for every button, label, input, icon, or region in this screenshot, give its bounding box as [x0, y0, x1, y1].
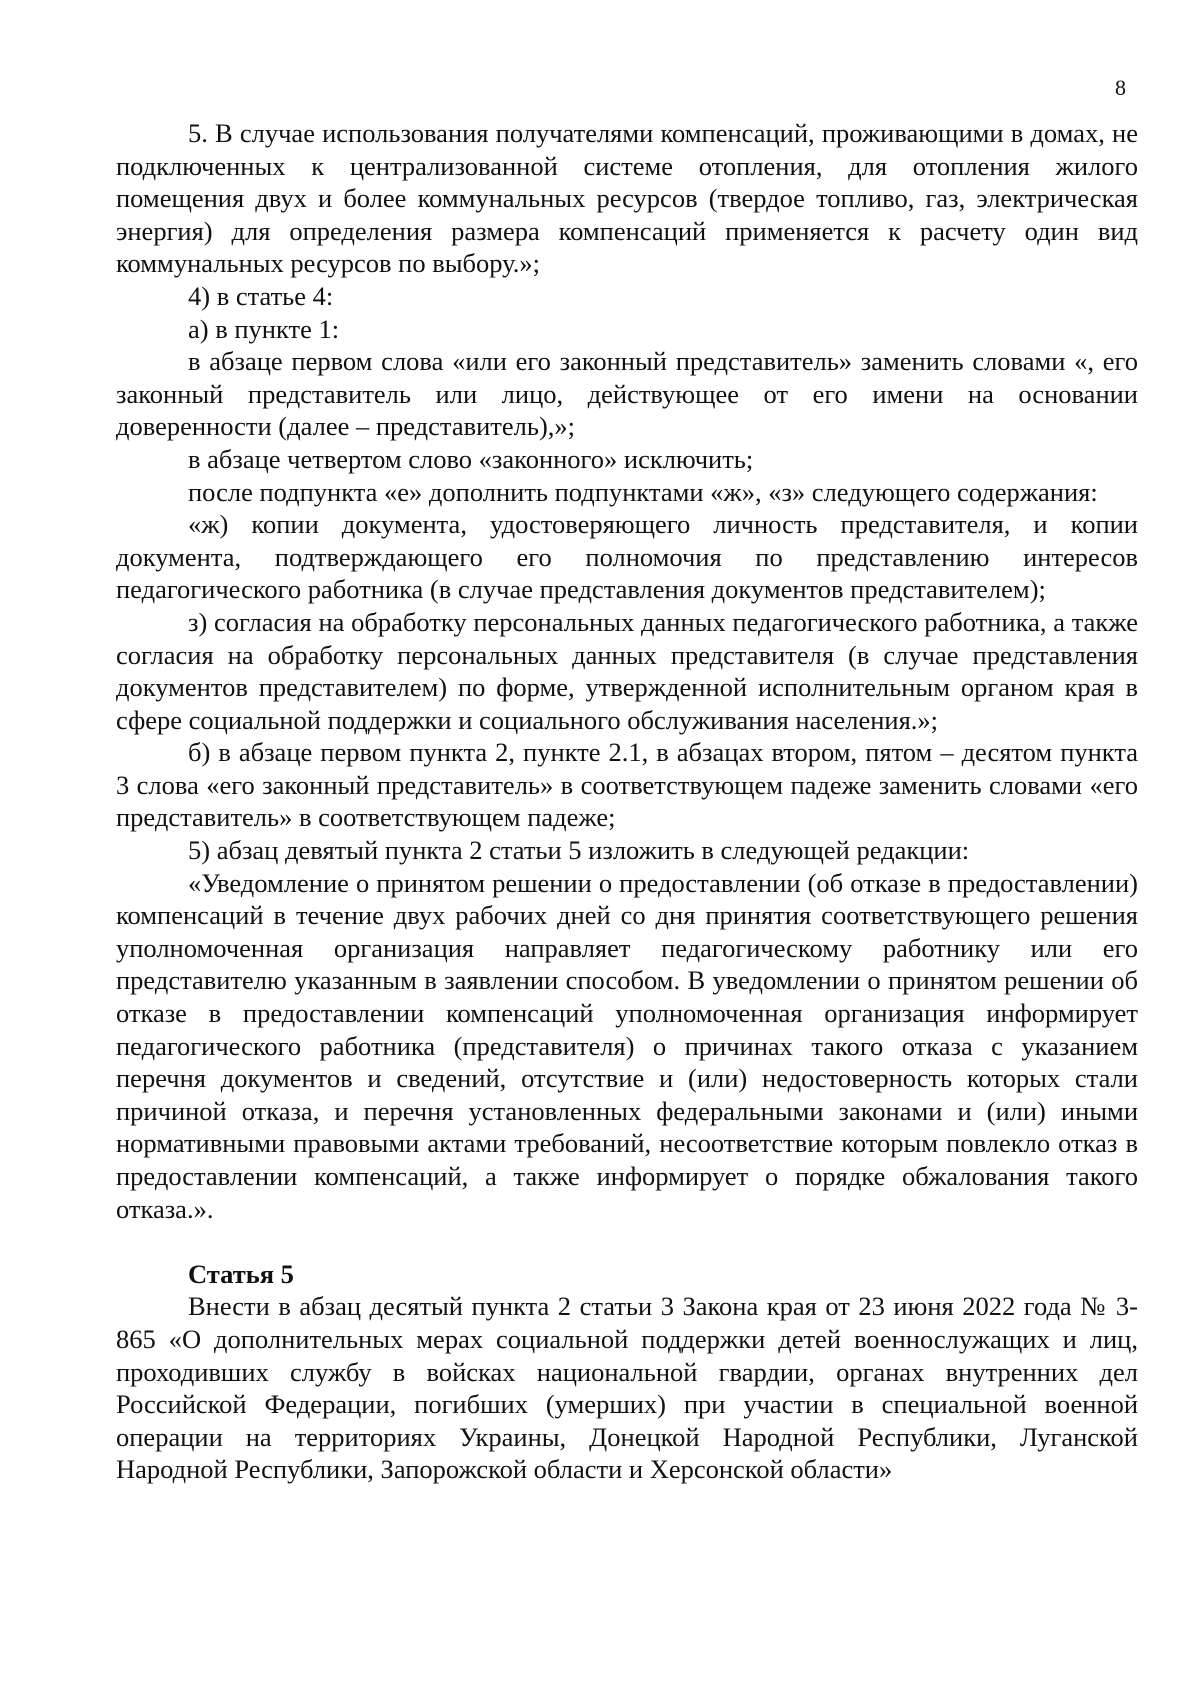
paragraph-article-5-amendment: 5) абзац девятый пункта 2 статьи 5 изложить в следующей редакции: [188, 835, 970, 866]
paragraph-first-abzac: в абзаце первом слова «или его законный представитель» заменить словами «, его законный представитель или лицо, действующее от его имени на основании доверенности (далее – представитель),»; [116, 346, 1138, 442]
paragraph-subpoints-addition: после подпункта «е» дополнить подпунктами «ж», «з» следующего содержания: [188, 476, 1098, 507]
paragraph-article-4: 4) в статье 4: [188, 280, 334, 311]
paragraph-notification: «Уведомление о принятом решении о предоставлении (об отказе в предоставлении) компенсаций в течение двух рабочих дней со дня принятия соответствующего решения уполномоченная организация направляет педагогическому работнику или его представителю указанным в заявлении способом. В уведомлении о принятом решении об отказе в предоставлении компенсаций уполномоченная организация информирует педагогического работника (представителя) о причинах такого отказа с указанием перечня документов и сведений, отсутствие и (или) недостоверность которых стали причиной отказа, и перечня установленных федеральными законами и (или) иными нормативными правовыми актами требований, несоответствие которым повлекло отказ в предоставлении компенсаций, а также информирует о порядке обжалования такого отказа.». [116, 867, 1138, 1224]
document-body [116, 117, 1138, 1486]
paragraph-compensation-rule: 5. В случае использования получателями компенсаций, проживающими в домах, не подключенных к централизованной системе отопления, для отопления жилого помещения двух и более коммунальных ресурсов (твердое топливо, газ, электрическая энергия) для определения размера компенсаций применяется к расчету один вид коммунальных ресурсов по выбору.»; [116, 118, 1138, 279]
paragraph-subpoint-zh: «ж) копии документа, удостоверяющего личность представителя, и копии документа, подтверждающего его полномочия по представлению интересов педагогического работника (в случае представления документов представителем); [116, 509, 1138, 605]
article-heading: Статья 5 [188, 1258, 294, 1289]
paragraph-article-5-text: Внести в абзац десятый пункта 2 статьи 3 Закона края от 23 июня 2022 года № 3-865 «О дополнительных мерах социальной поддержки детей военнослужащих и лиц, проходивших службу в войсках национальной гвардии, органах внутренних дел Российской Федерации, погибших (умерших) при участии в специальной военной операции на территориях Украины, Донецкой Народной Республики, Луганской Народной Республики, Запорожской области и Херсонской области» [116, 1291, 1138, 1485]
paragraph-point-b: б) в абзаце первом пункта 2, пункте 2.1, в абзацах втором, пятом – десятом пункта 3 слова «его законный представитель» в соответствующем падеже заменить словами «его представитель» в соответствующем падеже; [116, 737, 1138, 833]
page-number: 8 [1115, 75, 1126, 100]
paragraph-fourth-abzac: в абзаце четвертом слово «законного» исключить; [188, 443, 754, 474]
paragraph-subpoint-z: з) согласия на обработку персональных данных педагогического работника, а также согласия на обработку персональных данных представителя (в случае представления документов представителем) по форме, утвержденной исполнительным органом края в сфере социальной поддержки и социального обслуживания населения.»; [116, 606, 1138, 735]
paragraph-point-1: а) в пункте 1: [188, 313, 340, 344]
